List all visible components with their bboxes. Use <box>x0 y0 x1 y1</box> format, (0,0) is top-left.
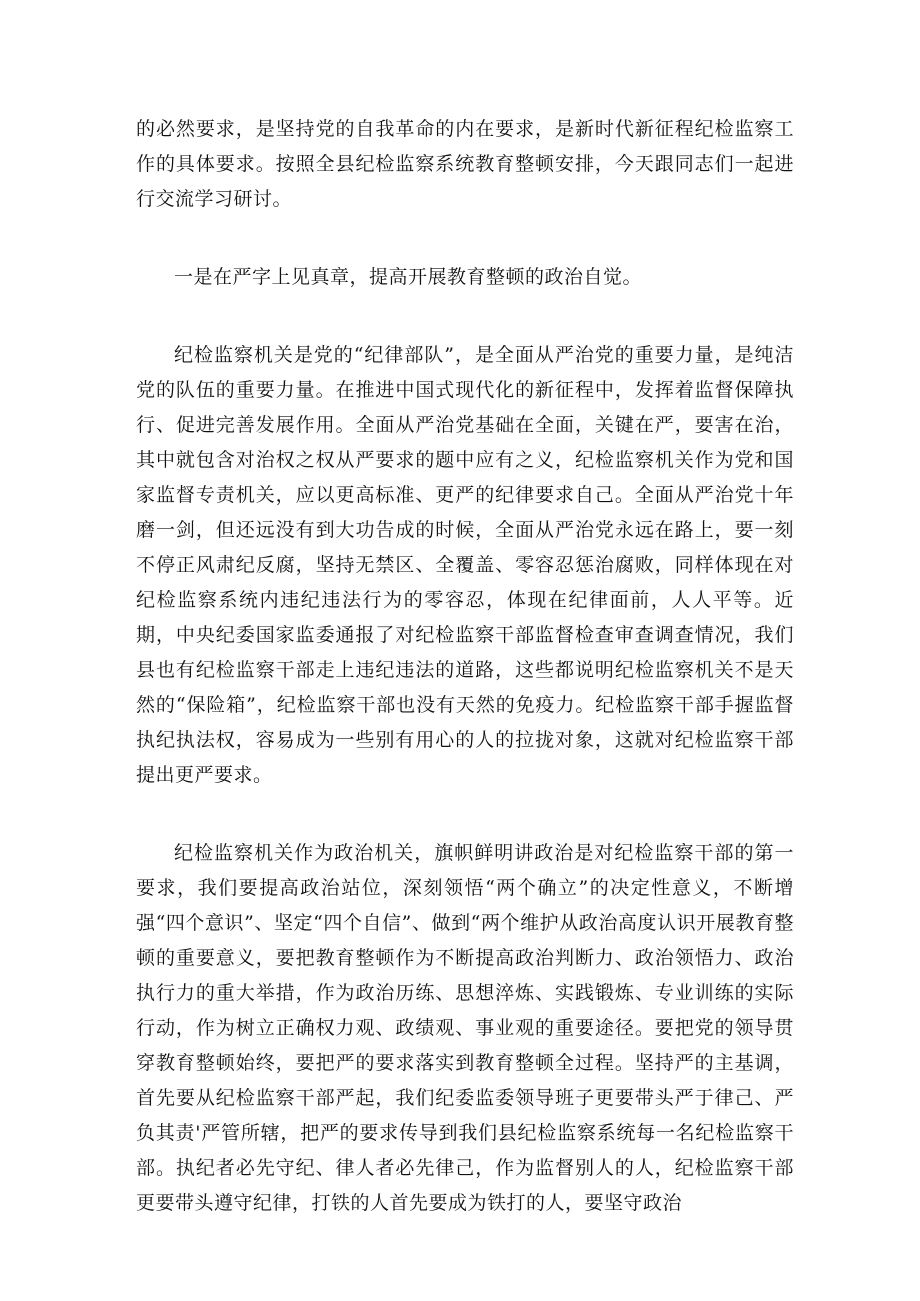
paragraph-gap <box>136 217 794 260</box>
paragraph: 纪检监察机关是党的“纪律部队”，是全面从严治党的重要力量，是纯洁党的队伍的重要力量。在推进中国式现代化的新征程中，发挥着监督保障执行、促进完善发展作用。全面从严治党基础在全面，关键在严，要害在治，其中就包含对治权之权从严要求的题中应有之义，纪检监察机关作为党和国家监督专责机关，应以更高标准、更严的纪律要求自己。全面从严治党十年磨一剑，但还远没有到大功告成的时候，全面从严治党永远在路上，要一刻不停正风肃纪反腐，坚持无禁区、全覆盖、零容忍惩治腐败，同样体现在对纪检监察系统内违纪违法行为的零容忍，体现在纪律面前，人人平等。近期，中央纪委国家监委通报了对纪检监察干部监督检查审查调查情况，我们县也有纪检监察干部走上违纪违法的道路，这些都说明纪检监察机关不是天然的“保险箱”，纪检监察干部也没有天然的免疫力。纪检监察干部手握监督执纪执法权，容易成为一些别有用心的人的拉拢对象，这就对纪检监察干部提出更严要求。 <box>136 344 794 786</box>
paragraph-gap <box>136 295 794 338</box>
document-body <box>136 112 794 1221</box>
section-heading: 一是在严字上见真章，提高开展教育整顿的政治自觉。 <box>174 266 643 288</box>
paragraph: 纪检监察机关作为政治机关，旗帜鲜明讲政治是对纪检监察干部的第一要求，我们要提高政治站位，深刻领悟“两个确立”的决定性意义，不断增强“四个意识”、坚定“四个自信”、做到“两个维护从政治高度认识开展教育整顿的重要意义，要把教育整顿作为不断提高政治判断力、政治领悟力、政治执行力的重大举措，作为政治历练、思想淬炼、实践锻炼、专业训练的实际行动，作为树立正确权力观、政绩观、事业观的重要途径。要把党的领导贯穿教育整顿始终，要把严的要求落实到教育整顿全过程。坚持严的主基调，首先要从纪检监察干部严起，我们纪委监委领导班子更要带头严于律己、严负其责'严管所辖，把严的要求传导到我们县纪检监察系统每一名纪检监察干部。执纪者必先守纪、律人者必先律己，作为监督别人的人，纪检监察干部更要带头遵守纪律，打铁的人首先要成为铁打的人，要坚守政治 <box>136 842 794 1214</box>
paragraph-gap <box>136 793 794 836</box>
paragraph-continued: 的必然要求，是坚持党的自我革命的内在要求，是新时代新征程纪检监察工作的具体要求。按照全县纪检监察系统教育整顿安排，今天跟同志们一起进行交流学习研讨。 <box>136 118 794 210</box>
